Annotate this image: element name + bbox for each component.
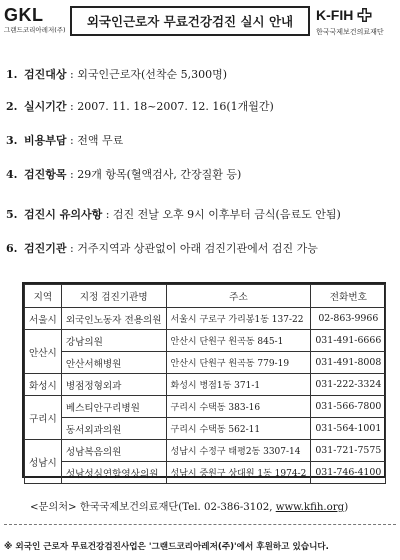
- info-item-number: 3.: [6, 134, 18, 147]
- cell-address: 성남시 중원구 상대원 1동 1974-2: [166, 462, 311, 484]
- cell-institution: 베스티안구리병원: [61, 396, 166, 418]
- website-link[interactable]: www.kfih.org: [275, 502, 345, 513]
- contact-org: 한국국제보건의료재단(Tel. 02-386-3102,: [79, 502, 273, 513]
- table-row: [25, 308, 386, 330]
- info-item-number: 4.: [6, 168, 18, 181]
- cell-institution: 동서외과의원: [61, 418, 166, 440]
- table-row: [25, 440, 386, 462]
- header-region: 지역: [25, 285, 62, 308]
- cell-tel: 031-491-6666: [311, 330, 386, 352]
- info-item-text: : 2007. 11. 18~2007. 12. 16(1개월간): [66, 100, 274, 113]
- kfih-logo: [316, 6, 400, 37]
- info-item: [6, 132, 123, 148]
- cell-tel: 031-222-3324: [311, 374, 386, 396]
- table-row: [25, 396, 386, 418]
- header-address: 주소: [166, 285, 311, 308]
- header-tel: 전화번호: [311, 285, 386, 308]
- cell-address: 구리시 수택동 383-16: [166, 396, 311, 418]
- table-row: [25, 462, 386, 484]
- table-header-row: [25, 285, 386, 308]
- info-item-label: 검진대상: [24, 68, 67, 81]
- table-row: [25, 374, 386, 396]
- info-item-text: : 거주지역과 상관없이 아래 검진기관에서 검진 가능: [66, 242, 318, 255]
- info-item-label: 검진항목: [24, 168, 67, 181]
- info-item-label: 비용부담: [24, 134, 67, 147]
- clinic-table-frame: [22, 282, 386, 478]
- info-item-number: 1.: [6, 68, 18, 81]
- cell-region: 성남시: [25, 440, 62, 484]
- sponsor-note: ※ 외국인 근로자 무료건강검진사업은 '그랜드코리아레저(주)'에서 후원하고 있습니다.: [4, 542, 329, 552]
- kfih-logo-subtitle: 한국국제보건의료재단: [316, 28, 384, 36]
- info-item-text: : 29개 항목(혈액검사, 간장질환 등): [66, 168, 242, 181]
- cell-institution: 병점정형외과: [61, 374, 166, 396]
- contact-info: [30, 498, 348, 513]
- info-item-text: : 검진 전날 오후 9시 이후부터 금식(음료도 안됨): [102, 208, 341, 221]
- header-institution: 지정 검진기관명: [61, 285, 166, 308]
- table-row: [25, 418, 386, 440]
- page-title: 외국인근로자 무료건강검진 실시 안내: [70, 6, 310, 36]
- cell-institution: 성남복음의원: [61, 440, 166, 462]
- info-item-number: 6.: [6, 242, 18, 255]
- cell-address: 안산시 단원구 원곡동 779-19: [166, 352, 311, 374]
- contact-label: <문의처>: [30, 502, 77, 513]
- info-item-label: 검진기관: [24, 242, 67, 255]
- info-item-label: 실시기간: [24, 100, 67, 113]
- gkl-logo-brand: GKL: [4, 5, 44, 25]
- info-item: [6, 240, 318, 256]
- info-item-number: 5.: [6, 208, 18, 221]
- info-item-text: : 전액 무료: [66, 134, 124, 147]
- info-item: [6, 206, 341, 222]
- info-item-text: : 외국인근로자(선착순 5,300명): [66, 68, 228, 81]
- info-item: [6, 66, 227, 82]
- cell-address: 화성시 병점1동 371-1: [166, 374, 311, 396]
- cell-tel: 031-746-4100: [311, 462, 386, 484]
- cell-region: 안산시: [25, 330, 62, 374]
- cell-tel: 031-721-7575: [311, 440, 386, 462]
- clinic-table: [24, 284, 386, 484]
- medical-cross-icon: [356, 7, 374, 23]
- cell-tel: 031-491-8008: [311, 352, 386, 374]
- cell-tel: 031-564-1001: [311, 418, 386, 440]
- cell-institution: 외국인노동자 전용의원: [61, 308, 166, 330]
- info-item-number: 2.: [6, 100, 18, 113]
- table-row: [25, 352, 386, 374]
- gkl-logo-subtitle: 그랜드코리아레저(주): [4, 26, 66, 34]
- info-item: [6, 166, 241, 182]
- info-item: [6, 98, 274, 114]
- cell-region: 서울시: [25, 308, 62, 330]
- header: [0, 0, 400, 48]
- cell-tel: 02-863-9966: [311, 308, 386, 330]
- cell-institution: 성남성심연합영상의원: [61, 462, 166, 484]
- gkl-logo: [4, 6, 66, 35]
- cell-address: 구리시 수택동 562-11: [166, 418, 311, 440]
- cell-address: 안산시 단원구 원곡동 845-1: [166, 330, 311, 352]
- kfih-logo-brand: K-FIH: [316, 7, 354, 23]
- cell-address: 성남시 수정구 태평2동 3307-14: [166, 440, 311, 462]
- contact-close: ): [344, 502, 349, 513]
- cell-region: 구리시: [25, 396, 62, 440]
- cell-region: 화성시: [25, 374, 62, 396]
- table-row: [25, 330, 386, 352]
- cell-institution: 강남의원: [61, 330, 166, 352]
- cell-institution: 안산서해병원: [61, 352, 166, 374]
- info-item-label: 검진시 유의사항: [24, 208, 103, 221]
- footer-divider: [4, 524, 396, 525]
- cell-address: 서울시 구로구 가리봉1동 137-22: [166, 308, 311, 330]
- cell-tel: 031-566-7800: [311, 396, 386, 418]
